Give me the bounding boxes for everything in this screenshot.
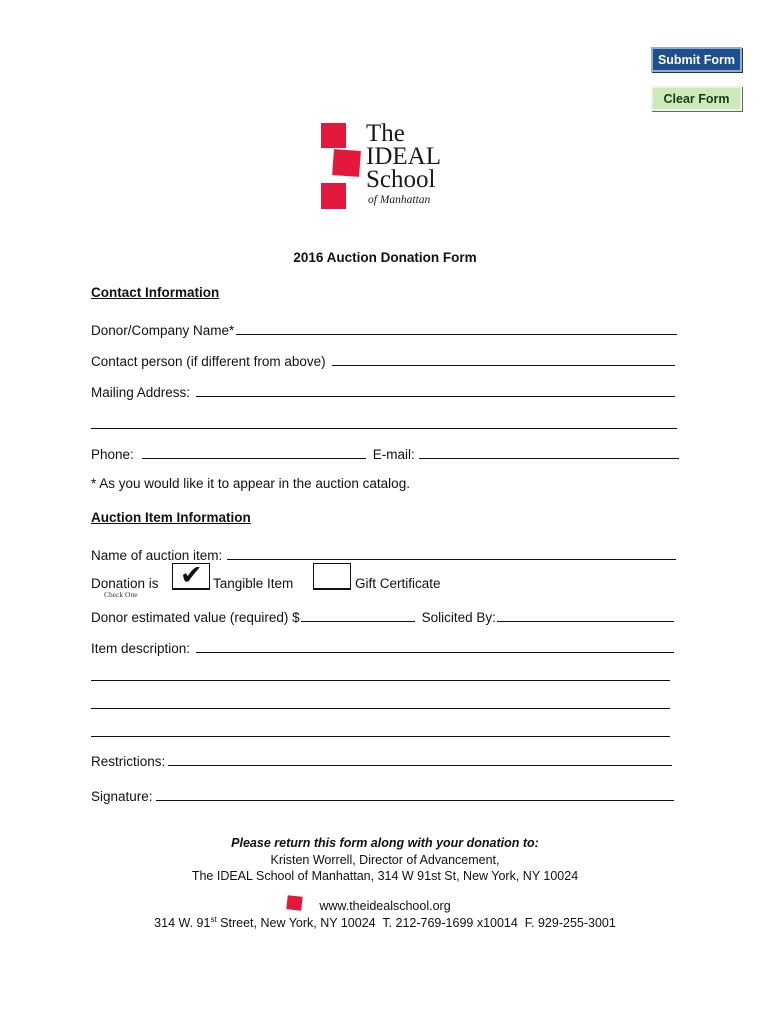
gift-certificate-checkbox[interactable] (313, 563, 351, 590)
estimated-value-field[interactable] (301, 607, 415, 622)
item-description-line4[interactable] (91, 736, 670, 737)
item-description-line2[interactable] (91, 680, 670, 681)
contact-information-heading: Contact Information (91, 285, 220, 300)
contact-person-field[interactable] (332, 351, 675, 366)
restrictions-row (91, 751, 672, 769)
item-description-field[interactable] (196, 638, 674, 653)
school-logo (318, 120, 458, 215)
return-instructions: Please return this form along with your donation to: (231, 836, 539, 850)
donation-type-label: Donation is (91, 576, 159, 591)
clear-form-button[interactable]: Clear Form (651, 86, 742, 111)
auction-item-heading: Auction Item Information (91, 510, 251, 525)
contact-person-row (91, 351, 675, 369)
logo-line-school: School (366, 166, 436, 193)
solicited-by-field[interactable] (497, 607, 674, 622)
tangible-item-label: Tangible Item (213, 576, 294, 591)
restrictions-label: Restrictions: (91, 754, 166, 769)
item-description-row (91, 638, 674, 656)
mailing-address-field[interactable] (196, 382, 675, 397)
signature-row (91, 786, 674, 804)
logo-line-manhattan: of Manhattan (368, 194, 431, 206)
submit-form-button[interactable]: Submit Form (651, 47, 742, 72)
donor-name-row (91, 320, 677, 338)
advancement-contact: Kristen Worrell, Director of Advancement, (270, 853, 500, 867)
website-link[interactable]: www.theidealschool.org (319, 899, 451, 913)
phone-email-row (91, 444, 679, 462)
signature-label: Signature: (91, 789, 153, 804)
mailing-address-label: Mailing Address: (91, 385, 191, 400)
logo-square-bottom (321, 183, 346, 209)
check-mark-icon: ✔ (180, 560, 203, 590)
footer-street-number: 314 W. 91 (154, 916, 211, 931)
footer-street-rest: Street, New York, NY 10024 T. 212-769-1699 x10014 F. 929-255-3001 (216, 916, 616, 931)
logo-line-the: The (366, 120, 405, 147)
gift-certificate-label: Gift Certificate (355, 576, 441, 591)
footer-address-phone (0, 915, 770, 930)
phone-label: Phone: (91, 447, 134, 462)
item-description-line3[interactable] (91, 708, 670, 709)
tangible-item-checkbox[interactable] (172, 560, 210, 590)
solicited-by-label: Solicited By: (421, 610, 496, 625)
restrictions-field[interactable] (168, 751, 672, 766)
school-address-line: The IDEAL School of Manhattan, 314 W 91st St, New York, NY 10024 (191, 869, 579, 883)
auction-item-name-row (91, 545, 676, 563)
donor-name-label: Donor/Company Name* (91, 323, 235, 338)
logo-square-top (321, 123, 346, 148)
phone-field[interactable] (142, 444, 366, 459)
auction-item-name-field[interactable] (227, 545, 676, 560)
form-title: 2016 Auction Donation Form (293, 250, 477, 265)
signature-field[interactable] (156, 786, 674, 801)
item-description-label: Item description: (91, 641, 191, 656)
check-one-hint: Check One (104, 590, 138, 599)
email-field[interactable] (419, 444, 679, 459)
donor-name-field[interactable] (236, 320, 677, 335)
email-label: E-mail: (372, 447, 415, 462)
footer-street-suffix: st (210, 915, 217, 924)
logo-line-ideal: IDEAL (366, 143, 441, 170)
auction-item-name-label: Name of auction item: (91, 548, 223, 563)
catalog-note: * As you would like it to appear in the auction catalog. (91, 476, 410, 491)
value-solicited-row (91, 607, 674, 625)
logo-square-middle (332, 149, 361, 177)
contact-person-label: Contact person (if different from above) (91, 354, 326, 369)
mailing-address-row (91, 382, 675, 400)
mailing-address-field-line2[interactable] (91, 428, 677, 429)
estimated-value-label: Donor estimated value (required) $ (91, 610, 300, 625)
